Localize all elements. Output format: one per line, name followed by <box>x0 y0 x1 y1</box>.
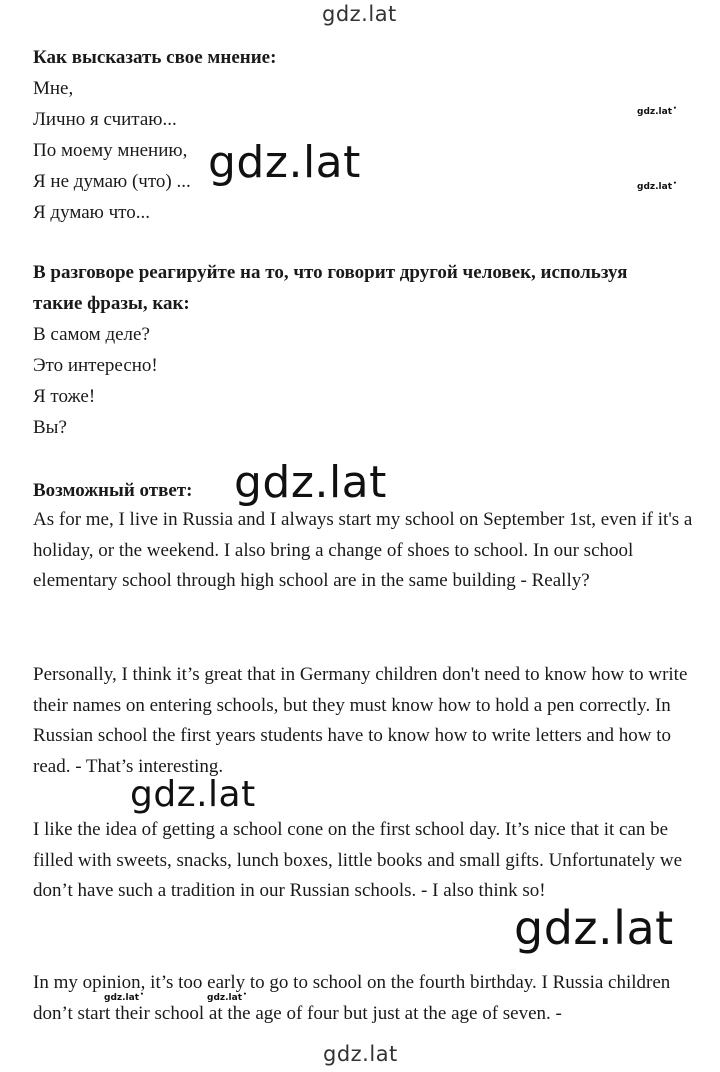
opinion-phrase: Лично я считаю... <box>33 109 177 130</box>
small-watermark: gdz.lat • <box>207 992 247 1003</box>
small-watermark: gdz.lat • <box>637 181 677 192</box>
footer-watermark: gdz.lat <box>323 1042 398 1066</box>
opinion-heading: Как высказать свое мнение: <box>33 47 277 68</box>
large-watermark: gdz.lat <box>130 777 260 813</box>
small-watermark: gdz.lat • <box>637 106 677 117</box>
large-watermark: gdz.lat <box>514 901 674 955</box>
reaction-phrase: Это интересно! <box>33 355 158 376</box>
large-watermark: gdz.lat <box>208 137 361 188</box>
opinion-phrase: Я думаю что... <box>33 202 150 223</box>
reaction-phrase: В самом деле? <box>33 324 150 345</box>
opinion-phrase: По моему мнению, <box>33 140 188 161</box>
answer-paragraph: As for me, I live in Russia and I always start my school on September 1st, even if it's a holiday, or the weekend. I also bring a change of shoes to school. In our school elementary school through high school are in the same building - Really? <box>33 509 693 591</box>
small-watermark: gdz.lat • <box>104 992 144 1003</box>
reactions-heading-line1: В разговоре реагируйте на то, что говорит другой человек, используя <box>33 262 628 283</box>
header-watermark: gdz.lat <box>322 2 397 26</box>
answer-paragraph: In my opinion, it’s too early to go to school on the fourth birthday. I Russia children don’t start their school at the age of four but just at the age of seven. - <box>33 972 671 1024</box>
reaction-phrase: Я тоже! <box>33 386 96 407</box>
opinion-phrase: Я не думаю (что) ... <box>33 171 191 192</box>
reactions-heading-line2: такие фразы, как: <box>33 293 190 314</box>
answer-heading: Возможный ответ: <box>33 480 193 501</box>
answer-paragraph: Personally, I think it’s great that in Germany children don't need to know how to write their names on entering schools, but they must know how to hold a pen correctly. In Russian school the first years students have to know how to write letters and how to read. - That’s interesting. <box>33 664 688 777</box>
reaction-phrase: Вы? <box>33 417 67 438</box>
large-watermark: gdz.lat <box>234 457 387 508</box>
answer-paragraph: I like the idea of getting a school cone on the first school day. It’s nice that it can be filled with sweets, snacks, lunch boxes, little books and small gifts. Unfortunately we don’t have such a tradition in our Russian schools. - I also think so! <box>33 819 683 901</box>
opinion-phrase: Мне, <box>33 78 74 99</box>
